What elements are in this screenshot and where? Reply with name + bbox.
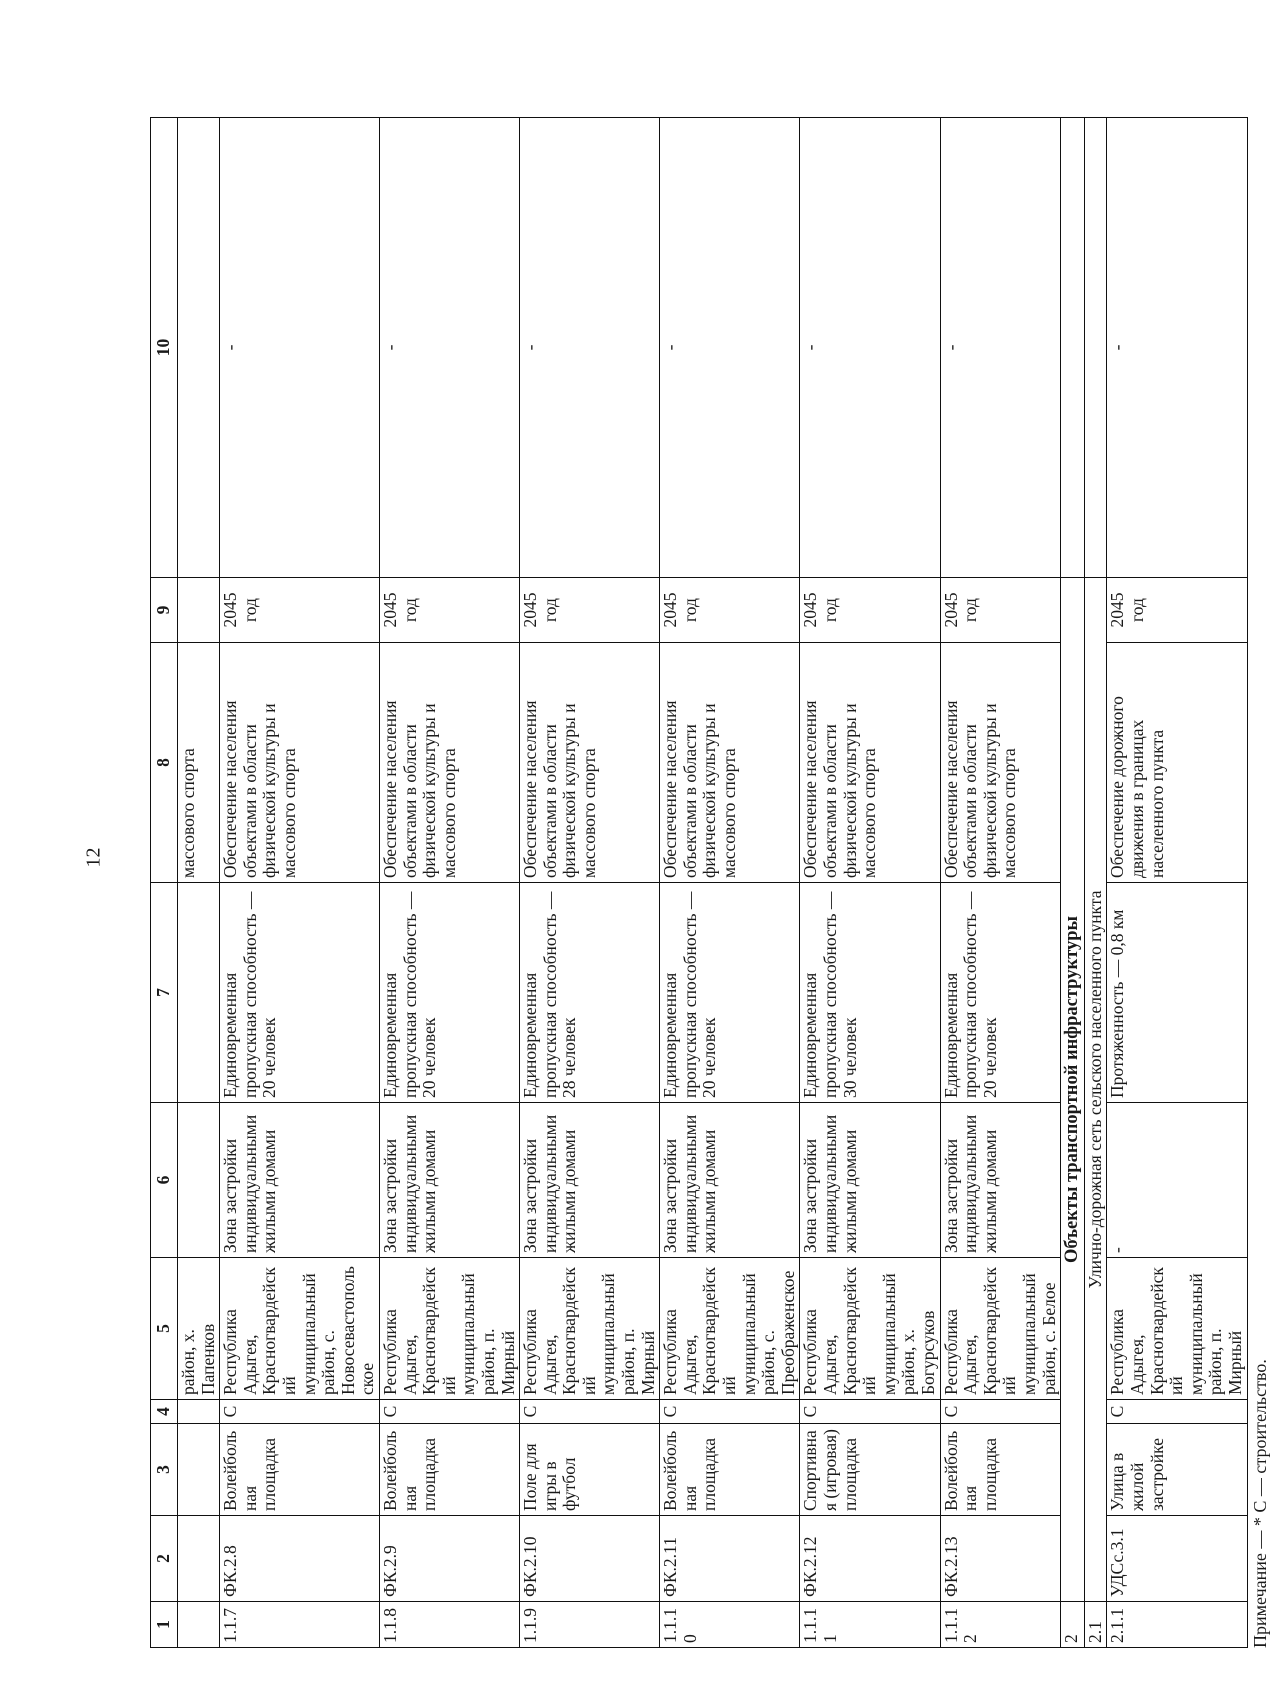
cell-term: 2045 год bbox=[1107, 578, 1247, 643]
page-number: 12 bbox=[82, 847, 105, 868]
cell-zones: - bbox=[660, 118, 800, 578]
section-title: Объекты транспортной инфраструктуры bbox=[1061, 578, 1085, 1602]
cell-characteristics: Единовременная пропускная способность — 20 человек bbox=[940, 883, 1061, 1103]
section-number: 2.1 bbox=[1084, 1602, 1107, 1648]
cell-number: 1.1.11 bbox=[800, 1602, 940, 1648]
cell-code: УДСс.3.1 bbox=[1107, 1516, 1247, 1602]
header-cell: 3 bbox=[151, 1424, 178, 1516]
cell-purpose: Обеспечение населения объектами в области физической культуры и массового спорта bbox=[800, 643, 940, 883]
cell-object-name: Волейбольная площадка bbox=[220, 1424, 380, 1516]
table-row bbox=[1107, 118, 1247, 1648]
cell-code: ФК.2.11 bbox=[660, 1516, 800, 1602]
cell-characteristics: Протяженность — 0,8 км bbox=[1107, 883, 1247, 1103]
cell-object-name: Спортивная (игровая) площадка bbox=[800, 1424, 940, 1516]
cell-term: 2045 год bbox=[660, 578, 800, 643]
cell-characteristics: Единовременная пропускная способность — 20 человек bbox=[220, 883, 380, 1103]
cell-code: ФК.2.13 bbox=[940, 1516, 1061, 1602]
cell-functional-zone: Зона застройки индивидуальными жилыми домами bbox=[800, 1103, 940, 1258]
cell-purpose: Обеспечение дорожного движения в границах населенного пункта bbox=[1107, 643, 1247, 883]
cell-characteristics: Единовременная пропускная способность — 20 человек bbox=[660, 883, 800, 1103]
cell-term: 2045 год bbox=[379, 578, 519, 643]
cell-zones: - bbox=[220, 118, 380, 578]
cell-functional-zone: - bbox=[1107, 1103, 1247, 1258]
cell-purpose: Обеспечение населения объектами в области физической культуры и массового спорта bbox=[520, 643, 660, 883]
header-cell: 4 bbox=[151, 1400, 178, 1424]
cell-zones: - bbox=[940, 118, 1061, 578]
header-cell: 10 bbox=[151, 118, 178, 578]
cell-number: 2.1.1 bbox=[1107, 1602, 1247, 1648]
header-cell: 9 bbox=[151, 578, 178, 643]
table-row bbox=[940, 118, 1061, 1648]
cell-location: Республика Адыгея, Красногвардейский муниципальный район, п. Мирный bbox=[520, 1258, 660, 1400]
cell-number: 1.1.10 bbox=[660, 1602, 800, 1648]
cell-zones: - bbox=[1107, 118, 1247, 578]
cell-location: Республика Адыгея, Красногвардейский муниципальный район, х. Богурсуков bbox=[800, 1258, 940, 1400]
cell-term: 2045 год bbox=[520, 578, 660, 643]
cell-code: ФК.2.8 bbox=[220, 1516, 380, 1602]
cell-zones: - bbox=[520, 118, 660, 578]
rotated-page-content bbox=[150, 118, 1270, 1648]
cell-location: Республика Адыгея, Красногвардейский муниципальный район, с. Преображенское bbox=[660, 1258, 800, 1400]
cell-number: 1.1.9 bbox=[520, 1602, 660, 1648]
header-cell: 6 bbox=[151, 1103, 178, 1258]
cell-location: Республика Адыгея, Красногвардейский муниципальный район, п. Мирный bbox=[1107, 1258, 1247, 1400]
table-row bbox=[379, 118, 519, 1648]
cell-functional-zone: Зона застройки индивидуальными жилыми домами bbox=[379, 1103, 519, 1258]
section-title: Улично-дорожная сеть сельского населенного пункта bbox=[1084, 578, 1107, 1602]
cell-location: Республика Адыгея, Красногвардейский муниципальный район, с. Новосевастопольское bbox=[220, 1258, 380, 1400]
cell-characteristics: Единовременная пропускная способность — 28 человек bbox=[520, 883, 660, 1103]
subsection-row bbox=[1084, 118, 1107, 1648]
cell-term: 2045 год bbox=[800, 578, 940, 643]
header-cell: 7 bbox=[151, 883, 178, 1103]
cell-term: 2045 год bbox=[220, 578, 380, 643]
header-cell: 8 bbox=[151, 643, 178, 883]
cell-characteristics: Единовременная пропускная способность — 30 человек bbox=[800, 883, 940, 1103]
cell-number: 1.1.8 bbox=[379, 1602, 519, 1648]
cell-functional-zone: Зона застройки индивидуальными жилыми домами bbox=[520, 1103, 660, 1258]
header-row bbox=[151, 118, 178, 1648]
continuation-row bbox=[178, 118, 220, 1648]
cell-object-name: Волейбольная площадка bbox=[940, 1424, 1061, 1516]
table-row bbox=[220, 118, 380, 1648]
cell-code: ФК.2.9 bbox=[379, 1516, 519, 1602]
cell-object-name: Поле для игры в футбол bbox=[520, 1424, 660, 1516]
cell-code: ФК.2.10 bbox=[520, 1516, 660, 1602]
cell-location: район, х. Папенков bbox=[178, 1258, 220, 1400]
cell-number: 1.1.12 bbox=[940, 1602, 1061, 1648]
cell-location: Республика Адыгея, Красногвардейский муниципальный район, п. Мирный bbox=[379, 1258, 519, 1400]
cell-location: Республика Адыгея, Красногвардейский муниципальный район, с. Белое bbox=[940, 1258, 1061, 1400]
header-cell: 1 bbox=[151, 1602, 178, 1648]
cell-purpose: Обеспечение населения объектами в области физической культуры и массового спорта bbox=[220, 643, 380, 883]
cell-type: С bbox=[379, 1400, 519, 1424]
table-row bbox=[660, 118, 800, 1648]
cell-zones: - bbox=[800, 118, 940, 578]
cell-purpose: Обеспечение населения объектами в области физической культуры и массового спорта bbox=[660, 643, 800, 883]
section-row bbox=[1061, 118, 1085, 1648]
cell-type: С bbox=[940, 1400, 1061, 1424]
cell-term: 2045 год bbox=[940, 578, 1061, 643]
planning-table bbox=[150, 117, 1248, 1648]
cell-type: С bbox=[220, 1400, 380, 1424]
header-cell: 2 bbox=[151, 1516, 178, 1602]
cell-purpose: массового спорта bbox=[178, 643, 220, 883]
cell-type: С bbox=[1107, 1400, 1247, 1424]
cell-code: ФК.2.12 bbox=[800, 1516, 940, 1602]
table-row bbox=[520, 118, 660, 1648]
cell-number: 1.1.7 bbox=[220, 1602, 380, 1648]
cell-type: С bbox=[520, 1400, 660, 1424]
header-cell: 5 bbox=[151, 1258, 178, 1400]
cell-purpose: Обеспечение населения объектами в области физической культуры и массового спорта bbox=[940, 643, 1061, 883]
cell-type: С bbox=[660, 1400, 800, 1424]
table-row bbox=[800, 118, 940, 1648]
cell-object-name: Волейбольная площадка bbox=[379, 1424, 519, 1516]
table-note: Примечание — * С — строительство. bbox=[1249, 1359, 1270, 1648]
cell-functional-zone: Зона застройки индивидуальными жилыми домами bbox=[660, 1103, 800, 1258]
cell-characteristics: Единовременная пропускная способность — 20 человек bbox=[379, 883, 519, 1103]
section-number: 2 bbox=[1061, 1602, 1085, 1648]
cell-object-name: Волейбольная площадка bbox=[660, 1424, 800, 1516]
cell-object-name: Улица в жилой застройке bbox=[1107, 1424, 1247, 1516]
cell-zones: - bbox=[379, 118, 519, 578]
cell-functional-zone: Зона застройки индивидуальными жилыми домами bbox=[940, 1103, 1061, 1258]
cell-purpose: Обеспечение населения объектами в области физической культуры и массового спорта bbox=[379, 643, 519, 883]
cell-type: С bbox=[800, 1400, 940, 1424]
cell-functional-zone: Зона застройки индивидуальными жилыми домами bbox=[220, 1103, 380, 1258]
